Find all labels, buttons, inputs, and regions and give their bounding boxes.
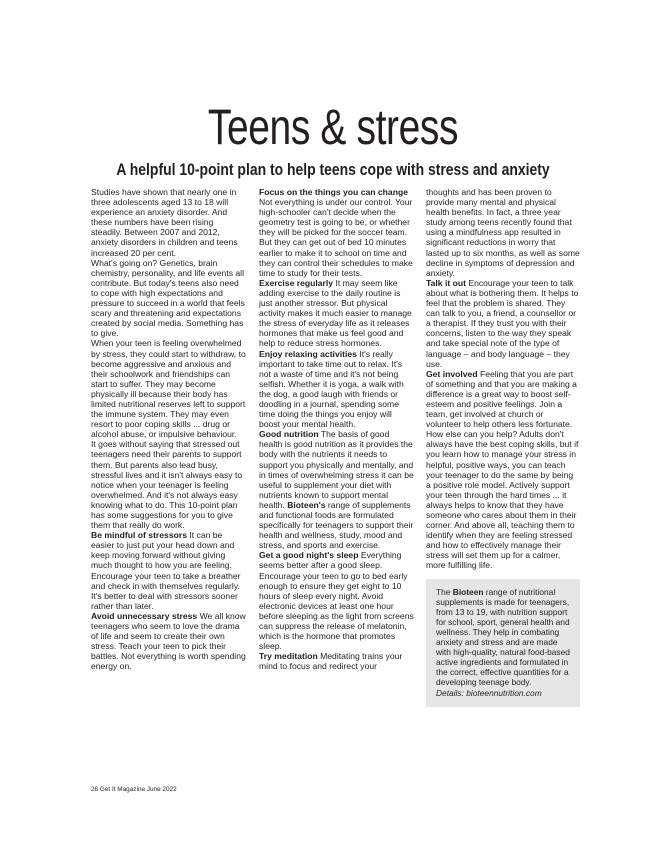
section-talk bbox=[426, 278, 580, 369]
section-heading: Get involved bbox=[426, 368, 478, 379]
page-subtitle: A helpful 10-point plan to help teens cope with stress and anxiety bbox=[116, 160, 550, 179]
section-body: It may seem like adding exercise to the daily routine is just another stressor. But physical activity makes it much easier to manage the stress of everyday life as it releases hormones that make us feel good and help to reduce stress hormones. bbox=[259, 277, 412, 349]
paragraph: It goes without saying that stressed out teenagers need their parents to support them. But parents also lead busy, stressful lives and it isn't always easy to notice when your teenager is feeling overwhelmed. And it's not always easy knowing what to do. This 10-point plan has some suggestions for you to give them that really do work. bbox=[91, 439, 243, 531]
section-heading: Enjoy relaxing activities bbox=[259, 348, 357, 359]
section-involved bbox=[426, 369, 580, 430]
section-body: range of supplements and functional foods are formulated specifically for teenagers to support their health and wellness, study, mood and stress, and sports and exercise. bbox=[259, 499, 414, 551]
section-heading: Get a good night's sleep bbox=[259, 550, 359, 561]
section-heading: Avoid unnecessary stress bbox=[91, 610, 198, 621]
paragraph: When your teen is feeling overwhelmed by stress, they could start to withdraw, to become aggressive and anxious and their schoolwork and friendships can start to suffer. They may become physically ill because their body has limited nutritional reserves left to support the immune system. They may even resort to poor coping skills ... drug or alcohol abuse, or impulsive behaviour. bbox=[91, 338, 246, 440]
section-body: Everything seems better after a good sleep. Encourage your teen to go to bed early enough to ensure they get eight to 10 hours of sleep every night. Avoid electronic devices at least one hour before sleeping as the light from screens can suppress the release of melatonin, which is the hormone that promotes sleep. bbox=[259, 550, 414, 652]
brand-name: Bioteen's bbox=[287, 499, 326, 510]
section-body: It can be easier to just put your head down and keep moving forward without giving much thought to how you are feeling. Encourage your teen to take a breather and check in with themselves regularly. It's better to deal with stressors sooner rather than later. bbox=[91, 530, 241, 611]
section-meditation bbox=[259, 651, 414, 671]
section-stressors bbox=[91, 530, 246, 611]
column-1 bbox=[91, 187, 246, 672]
sidebar-text: range of nutritional supplements is made for teenagers, from 13 to 19, with nutrition support for school, sport, general health and wellness. They help in combating anxiety and stress and are made with high-quality, natural food-based active ingredients and formulated in the correct, effective quantities for a developing teenage body. bbox=[436, 586, 570, 688]
section-body: Not everything is under our control. Your high-schooler can't decide when the geometry test is going to be, or whether they will be picked for the soccer team. But they can get out of bed 10 minutes earlier to make it to school on time and they can control their schedules to make time to study for their tests. bbox=[259, 197, 413, 278]
sidebar-text: The bbox=[436, 586, 453, 597]
section-heading: Try meditation bbox=[259, 651, 318, 662]
section-body: We all know teenagers who seem to love the drama of life and seem to create their own stress. Teach your teen to pick their battles. Not everything is worth spending energy on. bbox=[91, 610, 246, 672]
section-heading: Exercise regularly bbox=[259, 277, 334, 288]
paragraph: How else can you help? Adults don't always have the best coping skills, but if you learn how to manage your stress in helpful, positive ways, you can teach your teenager to do the same by being a positive role model. Actively support your teen through the hard times ... it always helps to know that they have someone who cares about them in their corner. And above all, teaching them to identify when they are feeling stressed and how to effectively manage their stress will set them up for a calmer, more fulfilling life. bbox=[426, 429, 579, 571]
section-nutrition bbox=[259, 429, 414, 550]
sidebar-details: Details: bioteennutrition.com bbox=[436, 687, 542, 698]
section-focus bbox=[259, 187, 414, 278]
section-heading: Be mindful of stressors bbox=[91, 530, 187, 541]
section-body: Encourage your teen to talk about what is bothering them. It helps to feel that the problem is shared. They can talk to you, a friend, a counsellor or a therapist. If they trust you with their concerns, listen to the way they speak and take special note of the type of language – and body language – they use. bbox=[426, 277, 579, 369]
page-footer: 26 Get It Magazine June 2022 bbox=[91, 786, 177, 793]
paragraph: Studies have shown that nearly one in three adolescents aged 13 to 18 will experience an anxiety disorder. And these numbers have been rising steadily. Between 2007 and 2012, anxiety disorders in children and teens increased 20 per cent. bbox=[91, 187, 238, 258]
section-body: The basis of good health is good nutrition as it provides the body with the nutrients it needs to support you physically and mentally, and in times of overwhelming stress it can be useful to supplement your diet with nutrients known to support mental health. bbox=[259, 429, 414, 510]
paragraph: What's going on? Genetics, brain chemistry, personality, and life events all contribute. But today's teens also need to cope with high expectations and pressure to succeed in a world that feels scary and threatening and expectations created by social media. Something has to give. bbox=[91, 257, 245, 339]
section-heading: Focus on the things you can change bbox=[259, 187, 408, 197]
paragraph: thoughts and has been proven to provide many mental and physical health benefits. In fact, a three year study among teens recently found that using a mindfulness app resulted in significant reductions in worry that lasted up to six months, as well as some decline in symptoms of depression and anxiety. bbox=[426, 187, 580, 278]
section-relaxing bbox=[259, 349, 414, 430]
column-3 bbox=[426, 187, 580, 707]
brand-name: Bioteen bbox=[452, 586, 484, 597]
section-body: It's really important to take time out to relax. It's not a waste of time and it's not being selfish. Whether it is yoga, a walk with the dog, a good laugh with friends or doodling in a journal, spending some time doing the things you enjoy will boost your mental health. bbox=[259, 348, 404, 430]
section-heading: Talk it out bbox=[426, 277, 466, 288]
section-body: Meditating trains your mind to focus and redirect your bbox=[259, 651, 403, 672]
page-title: Teens & stress bbox=[207, 99, 459, 155]
section-body: Feeling that you are part of something and that you are making a difference is a great way to boost self-esteem and positive feelings. Join a team, get involved at church or volunteer to help others less fortunate. bbox=[426, 368, 577, 430]
section-unnecessary-stress bbox=[91, 611, 246, 672]
section-exercise bbox=[259, 278, 414, 349]
sidebar-box bbox=[426, 579, 580, 707]
section-sleep bbox=[259, 550, 414, 651]
section-heading: Good nutrition bbox=[259, 429, 319, 440]
column-2 bbox=[259, 187, 414, 672]
